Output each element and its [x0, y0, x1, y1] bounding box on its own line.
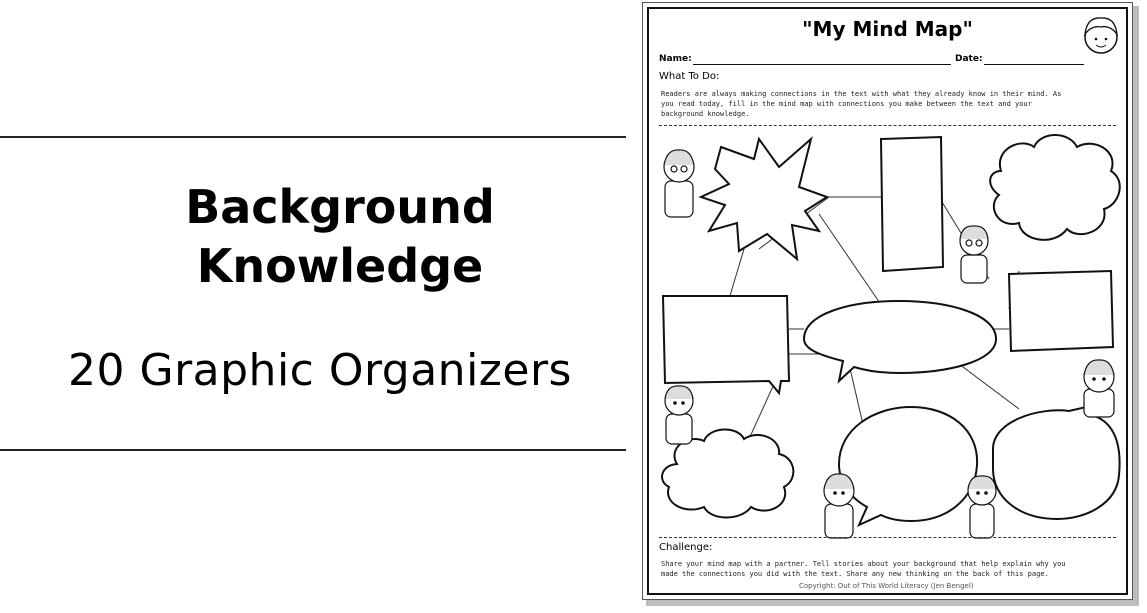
child-doodle-icon	[665, 386, 693, 444]
worksheet-preview	[642, 2, 1133, 600]
name-label: Name:	[659, 54, 692, 64]
page-subtitle: 20 Graphic Organizers	[68, 345, 572, 396]
date-label: Date:	[955, 54, 983, 64]
starburst-bubble	[701, 139, 827, 259]
child-doodle-icon	[824, 474, 854, 538]
speech-bubble-right	[993, 403, 1120, 519]
what-to-do-heading: What To Do:	[659, 71, 720, 82]
child-doodle-icon	[1084, 360, 1114, 417]
challenge-text	[661, 559, 1066, 579]
child-doodle-icon	[960, 226, 988, 283]
instructions-line-3: background knowledge.	[661, 110, 750, 118]
center-oval-bubble	[804, 301, 996, 381]
page-title	[120, 178, 560, 296]
bottom-divider	[0, 449, 626, 451]
copyright-note	[799, 582, 974, 590]
top-divider	[0, 136, 626, 138]
title-line-2: Knowledge	[196, 239, 484, 293]
right-note-box	[1009, 271, 1113, 351]
tall-note-box	[881, 137, 943, 271]
bottom-dashed-separator	[659, 537, 1116, 538]
speech-bubble-center	[839, 407, 977, 525]
thought-cloud-top	[990, 135, 1120, 240]
challenge-line-1: Share your mind map with a partner. Tell stories about your background that help explain why you	[661, 560, 1066, 568]
child-doodle-icon	[664, 150, 694, 217]
child-doodle-icon	[968, 476, 996, 538]
worksheet-title: "My Mind Map"	[802, 17, 973, 41]
worksheet-border	[647, 7, 1128, 595]
left-note-box	[663, 296, 789, 393]
copyright-owner: Out of This World Literacy (Jen Bengel)	[837, 582, 974, 590]
challenge-line-2: made the connections you did with the text. Share any new thinking on the back of this page.	[661, 570, 1049, 578]
title-line-1: Background	[185, 180, 495, 234]
instructions-line-1: Readers are always making connections in the text with what they already know in their mind. As	[661, 90, 1062, 98]
mind-map	[649, 9, 1132, 599]
copyright-label: Copyright:	[799, 582, 836, 590]
instructions-line-2: you read today, fill in the mind map with connections you make between the text and your	[661, 100, 1032, 108]
challenge-heading: Challenge:	[659, 542, 713, 553]
